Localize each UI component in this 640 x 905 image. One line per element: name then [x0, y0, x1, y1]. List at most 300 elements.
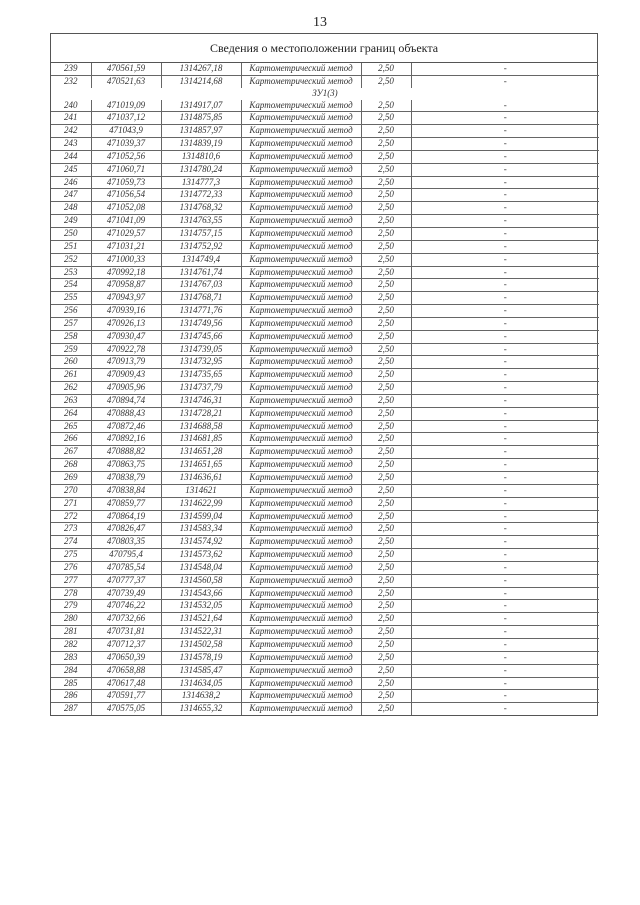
coordinate-y: 1314634,05: [161, 677, 241, 690]
method: Картометрический метод: [241, 536, 361, 549]
accuracy: 2,50: [361, 587, 411, 600]
coordinate-y: 1314739,05: [161, 343, 241, 356]
coordinate-y: 1314875,85: [161, 112, 241, 125]
description: -: [411, 356, 599, 369]
method: Картометрический метод: [241, 626, 361, 639]
coordinate-x: 470746,22: [91, 600, 161, 613]
coordinate-x: 471043,9: [91, 125, 161, 138]
coordinate-x: 470591,77: [91, 690, 161, 703]
table-row: [51, 484, 599, 497]
coordinate-x: 470872,46: [91, 420, 161, 433]
coordinate-y: 1314585,47: [161, 664, 241, 677]
coordinate-x: 470864,19: [91, 510, 161, 523]
method: Картометрический метод: [241, 703, 361, 715]
group-label: ЗУ1(3): [312, 87, 338, 98]
method: Картометрический метод: [241, 369, 361, 382]
coordinate-y: 1314532,05: [161, 600, 241, 613]
coordinate-x: 470575,05: [91, 703, 161, 715]
method: Картометрический метод: [241, 227, 361, 240]
coordinate-x: 470943,97: [91, 292, 161, 305]
point-number: 277: [51, 574, 91, 587]
accuracy: 2,50: [361, 574, 411, 587]
method: Картометрический метод: [241, 215, 361, 228]
table-row: [51, 253, 599, 266]
accuracy: 2,50: [361, 394, 411, 407]
point-number: 245: [51, 163, 91, 176]
table-row: [51, 382, 599, 395]
accuracy: 2,50: [361, 497, 411, 510]
description: -: [411, 369, 599, 382]
table-row: [51, 459, 599, 472]
method: Картометрический метод: [241, 497, 361, 510]
coordinate-y: 1314768,32: [161, 202, 241, 215]
accuracy: 2,50: [361, 292, 411, 305]
point-number: 267: [51, 446, 91, 459]
accuracy: 2,50: [361, 420, 411, 433]
accuracy: 2,50: [361, 382, 411, 395]
table-row: [51, 305, 599, 318]
point-number: 251: [51, 240, 91, 253]
table-row: [51, 510, 599, 523]
point-number: 239: [51, 63, 91, 75]
point-number: 280: [51, 613, 91, 626]
description: -: [411, 651, 599, 664]
coordinate-x: 470930,47: [91, 330, 161, 343]
coordinate-y: 1314917,07: [161, 100, 241, 112]
description: -: [411, 536, 599, 549]
point-number: 282: [51, 638, 91, 651]
method: Картометрический метод: [241, 420, 361, 433]
description: -: [411, 305, 599, 318]
coordinate-y: 1314574,92: [161, 536, 241, 549]
coordinate-y: 1314737,79: [161, 382, 241, 395]
coordinates-table: [51, 63, 599, 715]
description: -: [411, 240, 599, 253]
accuracy: 2,50: [361, 703, 411, 715]
coordinate-x: 470926,13: [91, 317, 161, 330]
accuracy: 2,50: [361, 100, 411, 112]
coordinate-x: 470777,37: [91, 574, 161, 587]
point-number: 258: [51, 330, 91, 343]
group-row: [51, 88, 599, 100]
coordinate-x: 471060,71: [91, 163, 161, 176]
description: -: [411, 638, 599, 651]
method: Картометрический метод: [241, 638, 361, 651]
coordinate-y: 1314599,04: [161, 510, 241, 523]
method: Картометрический метод: [241, 664, 361, 677]
table-row: [51, 125, 599, 138]
accuracy: 2,50: [361, 240, 411, 253]
table-row: [51, 703, 599, 715]
coordinate-y: 1314543,66: [161, 587, 241, 600]
point-number: 263: [51, 394, 91, 407]
coordinate-x: 471041,09: [91, 215, 161, 228]
method: Картометрический метод: [241, 394, 361, 407]
method: Картометрический метод: [241, 690, 361, 703]
accuracy: 2,50: [361, 112, 411, 125]
coordinate-y: 1314772,33: [161, 189, 241, 202]
point-number: 270: [51, 484, 91, 497]
point-number: 279: [51, 600, 91, 613]
table-row: [51, 664, 599, 677]
point-number: 274: [51, 536, 91, 549]
method: Картометрический метод: [241, 112, 361, 125]
method: Картометрический метод: [241, 292, 361, 305]
accuracy: 2,50: [361, 549, 411, 562]
table-row: [51, 369, 599, 382]
table-row: [51, 215, 599, 228]
accuracy: 2,50: [361, 63, 411, 75]
point-number: 232: [51, 75, 91, 87]
description: -: [411, 690, 599, 703]
accuracy: 2,50: [361, 266, 411, 279]
table-row: [51, 587, 599, 600]
description: -: [411, 189, 599, 202]
description: -: [411, 176, 599, 189]
method: Картометрический метод: [241, 305, 361, 318]
coordinate-y: 1314780,24: [161, 163, 241, 176]
coordinate-y: 1314651,28: [161, 446, 241, 459]
accuracy: 2,50: [361, 407, 411, 420]
coordinate-x: 470888,43: [91, 407, 161, 420]
accuracy: 2,50: [361, 459, 411, 472]
coordinate-x: 470521,63: [91, 75, 161, 87]
point-number: 257: [51, 317, 91, 330]
table-row: [51, 626, 599, 639]
method: Картометрический метод: [241, 202, 361, 215]
coordinate-x: 470888,82: [91, 446, 161, 459]
table-row: [51, 433, 599, 446]
coordinate-y: 1314857,97: [161, 125, 241, 138]
accuracy: 2,50: [361, 369, 411, 382]
accuracy: 2,50: [361, 472, 411, 485]
point-number: 253: [51, 266, 91, 279]
description: -: [411, 394, 599, 407]
table-row: [51, 600, 599, 613]
point-number: 256: [51, 305, 91, 318]
method: Картометрический метод: [241, 150, 361, 163]
point-number: 284: [51, 664, 91, 677]
accuracy: 2,50: [361, 677, 411, 690]
coordinate-y: 1314688,58: [161, 420, 241, 433]
coordinate-x: 471029,57: [91, 227, 161, 240]
point-number: 275: [51, 549, 91, 562]
coordinate-x: 470731,81: [91, 626, 161, 639]
table-row: [51, 163, 599, 176]
table-row: [51, 176, 599, 189]
method: Картометрический метод: [241, 446, 361, 459]
method: Картометрический метод: [241, 63, 361, 75]
description: -: [411, 202, 599, 215]
description: -: [411, 317, 599, 330]
method: Картометрический метод: [241, 484, 361, 497]
point-number: 265: [51, 420, 91, 433]
description: -: [411, 382, 599, 395]
accuracy: 2,50: [361, 536, 411, 549]
description: -: [411, 63, 599, 75]
accuracy: 2,50: [361, 330, 411, 343]
point-number: 262: [51, 382, 91, 395]
group-header: [51, 88, 599, 100]
description: -: [411, 587, 599, 600]
accuracy: 2,50: [361, 356, 411, 369]
description: -: [411, 472, 599, 485]
coordinate-y: 1314521,64: [161, 613, 241, 626]
method: Картометрический метод: [241, 125, 361, 138]
accuracy: 2,50: [361, 651, 411, 664]
accuracy: 2,50: [361, 176, 411, 189]
coordinate-x: 471056,54: [91, 189, 161, 202]
accuracy: 2,50: [361, 446, 411, 459]
accuracy: 2,50: [361, 305, 411, 318]
coordinate-x: 470838,79: [91, 472, 161, 485]
point-number: 261: [51, 369, 91, 382]
description: -: [411, 497, 599, 510]
point-number: 281: [51, 626, 91, 639]
description: -: [411, 100, 599, 112]
table-row: [51, 227, 599, 240]
method: Картометрический метод: [241, 356, 361, 369]
coordinate-x: 470803,35: [91, 536, 161, 549]
description: -: [411, 343, 599, 356]
table-row: [51, 420, 599, 433]
coordinate-x: 470892,16: [91, 433, 161, 446]
rows-after-group: [51, 100, 599, 716]
description: -: [411, 574, 599, 587]
accuracy: 2,50: [361, 163, 411, 176]
coordinate-y: 1314681,85: [161, 433, 241, 446]
description: -: [411, 600, 599, 613]
point-number: 285: [51, 677, 91, 690]
coordinate-y: 1314522,31: [161, 626, 241, 639]
coordinate-y: 1314583,34: [161, 523, 241, 536]
point-number: 287: [51, 703, 91, 715]
point-number: 240: [51, 100, 91, 112]
table-row: [51, 497, 599, 510]
coordinate-y: 1314746,31: [161, 394, 241, 407]
description: -: [411, 459, 599, 472]
coordinate-x: 470826,47: [91, 523, 161, 536]
point-number: 272: [51, 510, 91, 523]
description: -: [411, 215, 599, 228]
accuracy: 2,50: [361, 138, 411, 151]
point-number: 246: [51, 176, 91, 189]
coordinate-x: 470617,48: [91, 677, 161, 690]
point-number: 264: [51, 407, 91, 420]
coordinate-y: 1314752,92: [161, 240, 241, 253]
coordinate-y: 1314810,6: [161, 150, 241, 163]
table-row: [51, 523, 599, 536]
accuracy: 2,50: [361, 150, 411, 163]
coordinate-x: 470905,96: [91, 382, 161, 395]
coordinate-x: 470922,78: [91, 343, 161, 356]
coordinate-x: 471000,33: [91, 253, 161, 266]
method: Картометрический метод: [241, 574, 361, 587]
method: Картометрический метод: [241, 317, 361, 330]
point-number: 273: [51, 523, 91, 536]
method: Картометрический метод: [241, 279, 361, 292]
coordinate-x: 470863,75: [91, 459, 161, 472]
table-row: [51, 112, 599, 125]
coordinate-x: 471052,08: [91, 202, 161, 215]
coordinate-x: 470894,74: [91, 394, 161, 407]
coordinate-y: 1314777,3: [161, 176, 241, 189]
method: Картометрический метод: [241, 382, 361, 395]
coordinate-y: 1314651,65: [161, 459, 241, 472]
description: -: [411, 125, 599, 138]
description: -: [411, 626, 599, 639]
table-row: [51, 407, 599, 420]
point-number: 278: [51, 587, 91, 600]
description: -: [503, 75, 507, 86]
method: Картометрический метод: [241, 189, 361, 202]
table-row: [51, 343, 599, 356]
coordinate-y: 1314745,66: [161, 330, 241, 343]
method: Картометрический метод: [241, 343, 361, 356]
coordinate-x: 470909,43: [91, 369, 161, 382]
method: Картометрический метод: [241, 587, 361, 600]
method: Картометрический метод: [241, 407, 361, 420]
method: Картометрический метод: [241, 472, 361, 485]
coordinate-x: 470795,4: [91, 549, 161, 562]
coordinate-y: 1314622,99: [161, 497, 241, 510]
table-row: [51, 613, 599, 626]
table-row: [51, 394, 599, 407]
coordinate-x: 471052,56: [91, 150, 161, 163]
description: -: [411, 523, 599, 536]
point-number: 254: [51, 279, 91, 292]
method: Картометрический метод: [241, 651, 361, 664]
method: Картометрический метод: [241, 266, 361, 279]
description: -: [411, 484, 599, 497]
point-number: 255: [51, 292, 91, 305]
coordinate-y: 1314735,65: [161, 369, 241, 382]
coordinate-x: 470939,16: [91, 305, 161, 318]
coordinate-y: 1314548,04: [161, 561, 241, 574]
description: -: [411, 253, 599, 266]
point-number: 260: [51, 356, 91, 369]
method: Картометрический метод: [241, 459, 361, 472]
table-row: [51, 279, 599, 292]
point-number: 243: [51, 138, 91, 151]
accuracy: 2,50: [361, 202, 411, 215]
accuracy: 2,50: [361, 75, 411, 87]
point-number: 248: [51, 202, 91, 215]
point-number: 286: [51, 690, 91, 703]
coordinate-y: 1314749,56: [161, 317, 241, 330]
accuracy: 2,50: [361, 317, 411, 330]
coordinate-x: 470958,87: [91, 279, 161, 292]
description: -: [503, 703, 507, 714]
table-row: [51, 446, 599, 459]
table-row: [51, 100, 599, 112]
coordinate-y: 1314757,15: [161, 227, 241, 240]
point-number: 283: [51, 651, 91, 664]
description: -: [411, 150, 599, 163]
coordinate-y: 1314636,61: [161, 472, 241, 485]
rows-before-group: [51, 63, 599, 88]
boundary-table-sheet: [50, 33, 598, 716]
method: Картометрический метод: [241, 253, 361, 266]
coordinate-y: 1314749,4: [161, 253, 241, 266]
point-number: 268: [51, 459, 91, 472]
table-row: [51, 330, 599, 343]
table-title: Сведения о местоположении границ объекта: [51, 34, 597, 63]
table-row: [51, 677, 599, 690]
coordinate-x: 470712,37: [91, 638, 161, 651]
coordinate-y: 1314839,19: [161, 138, 241, 151]
point-number: 241: [51, 112, 91, 125]
method: Картометрический метод: [241, 510, 361, 523]
point-number: 249: [51, 215, 91, 228]
method: Картометрический метод: [241, 176, 361, 189]
coordinate-x: 470561,59: [91, 63, 161, 75]
accuracy: 2,50: [361, 600, 411, 613]
method: Картометрический метод: [241, 561, 361, 574]
coordinate-x: 471039,37: [91, 138, 161, 151]
method: Картометрический метод: [241, 613, 361, 626]
coordinate-y: 1314761,74: [161, 266, 241, 279]
table-row: [51, 202, 599, 215]
description: -: [411, 112, 599, 125]
table-row: [51, 574, 599, 587]
coordinate-y: 1314560,58: [161, 574, 241, 587]
coordinate-x: 470658,88: [91, 664, 161, 677]
coordinate-y: 1314732,95: [161, 356, 241, 369]
coordinate-x: 471031,21: [91, 240, 161, 253]
coordinate-x: 470732,66: [91, 613, 161, 626]
accuracy: 2,50: [361, 125, 411, 138]
point-number: 269: [51, 472, 91, 485]
accuracy: 2,50: [361, 561, 411, 574]
description: -: [411, 549, 599, 562]
method: Картометрический метод: [241, 75, 361, 87]
coordinate-y: 1314767,03: [161, 279, 241, 292]
coordinate-y: 1314728,21: [161, 407, 241, 420]
coordinate-y: 1314621: [161, 484, 241, 497]
coordinate-y: 1314771,76: [161, 305, 241, 318]
description: -: [411, 279, 599, 292]
coordinate-x: 470913,79: [91, 356, 161, 369]
description: -: [411, 510, 599, 523]
accuracy: 2,50: [361, 626, 411, 639]
method: Картометрический метод: [241, 330, 361, 343]
description: -: [411, 266, 599, 279]
table-row: [51, 536, 599, 549]
accuracy: 2,50: [361, 638, 411, 651]
description: -: [411, 407, 599, 420]
table-row: [51, 549, 599, 562]
accuracy: 2,50: [361, 510, 411, 523]
coordinate-y: 1314655,32: [161, 703, 241, 715]
table-row: [51, 63, 599, 75]
coordinate-x: 470739,49: [91, 587, 161, 600]
description: -: [411, 330, 599, 343]
coordinate-y: 1314573,62: [161, 549, 241, 562]
table-row: [51, 240, 599, 253]
accuracy: 2,50: [361, 189, 411, 202]
table-row: [51, 150, 599, 163]
accuracy: 2,50: [361, 523, 411, 536]
accuracy: 2,50: [361, 664, 411, 677]
table-row: [51, 266, 599, 279]
accuracy: 2,50: [361, 279, 411, 292]
description: -: [411, 561, 599, 574]
coordinate-x: 471019,09: [91, 100, 161, 112]
coordinate-y: 1314578,19: [161, 651, 241, 664]
table-row: [51, 138, 599, 151]
coordinate-x: 471059,73: [91, 176, 161, 189]
